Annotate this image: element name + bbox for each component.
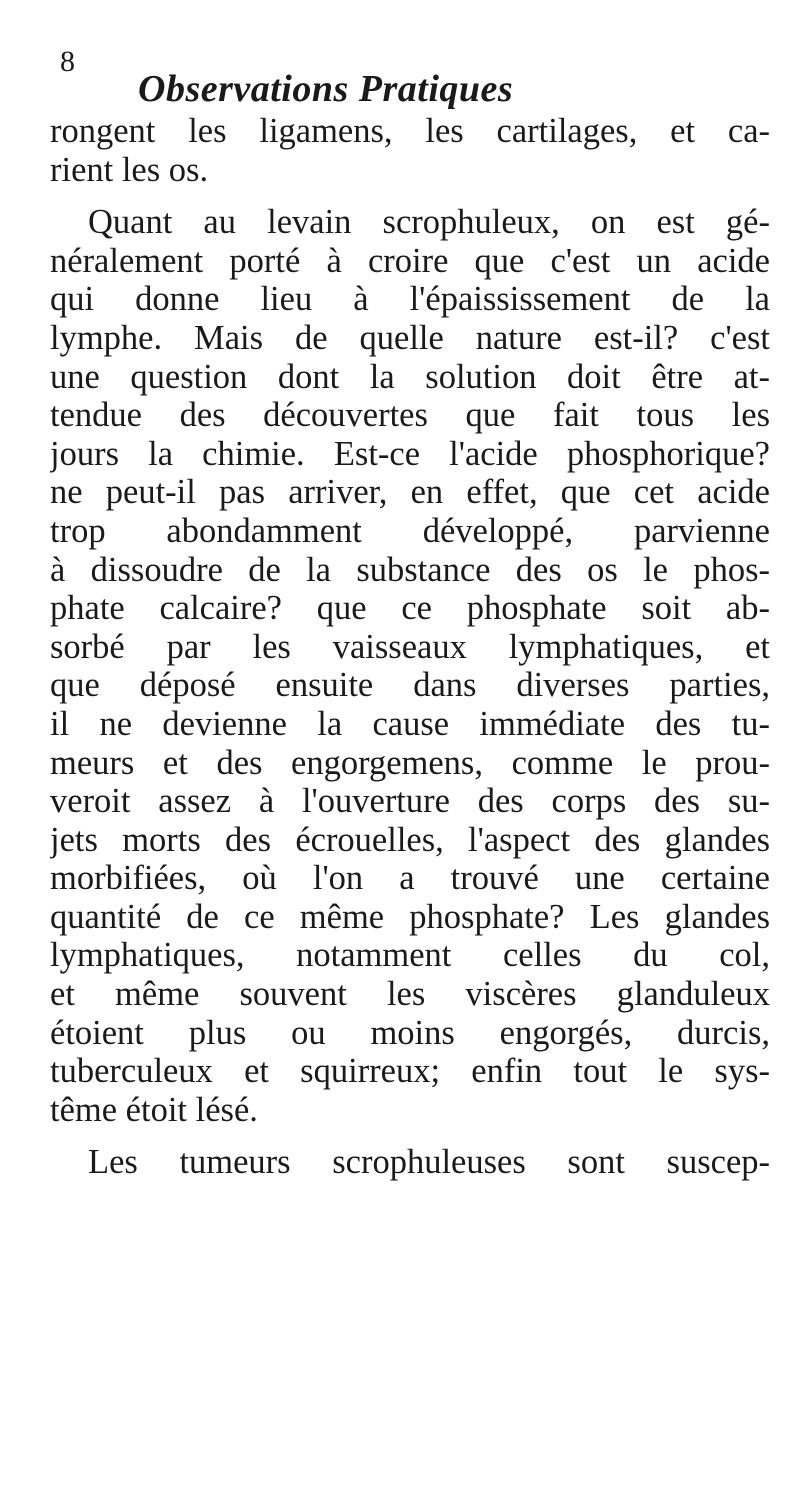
text-line: jets morts des écrouelles, l'aspect des glandes [50,820,770,859]
text-line: que déposé ensuite dans diverses parties, [50,666,770,705]
text-line: trop abondamment développé, parvienne [50,511,770,550]
text-line: il ne devienne la cause immédiate des tu- [50,704,770,743]
text-line: lymphatiques, notamment celles du col, [50,936,770,975]
text-line: Quant au levain scrophuleux, on est gé- [88,203,770,242]
page-number: 8 [60,45,75,78]
text-line: morbifiées, où l'on a trouvé une certaine [50,859,770,898]
text-line: phate calcaire? que ce phosphate soit ab- [50,589,770,628]
running-title: Observations Pratiques [138,68,514,110]
text-line: quantité de ce même phosphate? Les glandes [50,897,770,936]
text-line: étoient plus ou moins engorgés, durcis, [50,1013,770,1052]
text-line: lymphe. Mais de quelle nature est-il? c'est [50,318,770,357]
text-line: néralement porté à croire que c'est un acide [50,241,770,280]
text-line: tendue des découvertes que fait tous les [50,396,770,435]
text-line: Les tumeurs scrophuleuses sont suscep- [88,1143,770,1182]
text-line: et même souvent les viscères glanduleux [50,975,770,1014]
text-line: une question dont la solution doit être at- [50,357,770,396]
text-line: sorbé par les vaisseaux lymphatiques, et [50,627,770,666]
text-line: rient les os. [50,150,209,189]
text-line: qui donne lieu à l'épaississement de la [50,280,770,319]
text-line: veroit assez à l'ouverture des corps des su- [50,782,770,821]
text-line: à dissoudre de la substance des os le phos- [50,550,770,589]
text-line: tême étoit lésé. [50,1090,258,1129]
page-header [50,45,770,110]
text-line: tuberculeux et squirreux; enfin tout le sys- [50,1052,770,1091]
text-line: ne peut-il pas arriver, en effet, que cet acide [50,473,770,512]
text-line: jours la chimie. Est-ce l'acide phosphorique? [50,434,770,473]
body-text [50,112,770,1182]
text-line: rongent les ligamens, les cartilages, et ca- [50,112,770,150]
text-line: meurs et des engorgemens, comme le prou- [50,743,770,782]
